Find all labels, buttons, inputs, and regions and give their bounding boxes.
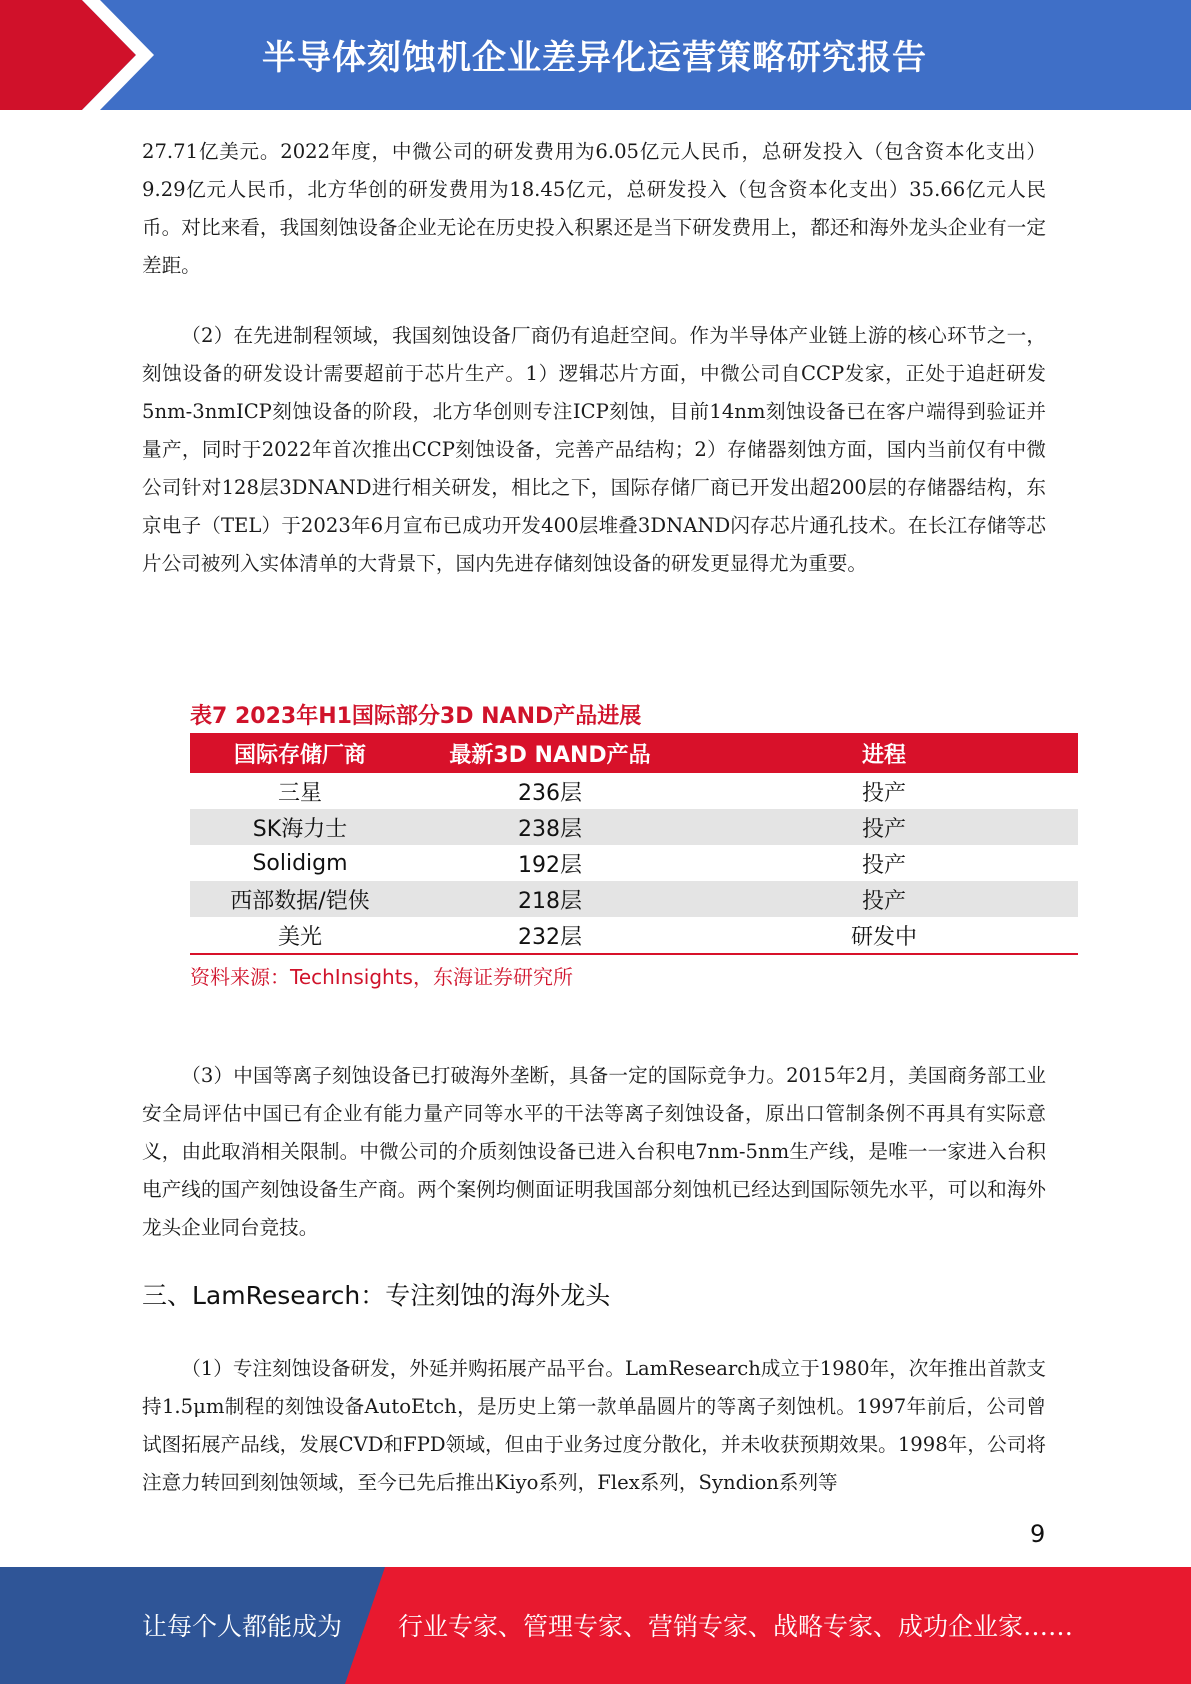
paragraph-4: （1）专注刻蚀设备研发，外延并购拓展产品平台。LamResearch成立于1980年，次年推出首款支持1.5μm制程的刻蚀设备AutoEtch，是历史上第一款单晶圆片的等离子刻蚀机。1997年前后，公司曾试图拓展产品线，发展CVD和FPD领域，但由于业务过度分散化，并未收获预期效果。1998年，公司将注意力转回到刻蚀领域，至今已先后推出Kiyo系列，Flex系列，Syndion系列等 bbox=[142, 1357, 1046, 1494]
table-caption: 表7 2023年H1国际部分3D NAND产品进展 bbox=[190, 704, 642, 729]
report-title: 半导体刻蚀机企业差异化运营策略研究报告 bbox=[262, 38, 927, 78]
header-chevron-icon bbox=[0, 0, 160, 110]
table-row bbox=[190, 917, 1078, 953]
page-number: 9 bbox=[1030, 1520, 1046, 1548]
table-cell-vendor: 西部数据/铠侠 bbox=[230, 888, 370, 914]
table-cell-vendor: 美光 bbox=[277, 924, 322, 950]
table-row bbox=[190, 881, 1078, 917]
paragraph-2: （2）在先进制程领域，我国刻蚀设备厂商仍有追赶空间。作为半导体产业链上游的核心环节之一，刻蚀设备的研发设计需要超前于芯片生产。1）逻辑芯片方面，中微公司自CCP发家，正处于追赶研发5nm-3nmICP刻蚀设备的阶段，北方华创则专注ICP刻蚀，目前14nm刻蚀设备已在客户端得到验证并量产，同时于2022年首次推出CCP刻蚀设备，完善产品结构；2）存储器刻蚀方面，国内当前仅有中微公司针对128层3DNAND进行相关研发，相比之下，国际存储厂商已开发出超200层的存储器结构，东京电子（TEL）于2023年6月宣布已成功开发400层堆叠3DNAND闪存芯片通孔技术。在长江存储等芯片公司被列入实体清单的大背景下，国内先进存储刻蚀设备的研发更显得尤为重要。 bbox=[142, 324, 1046, 575]
paragraph-3-block bbox=[142, 1057, 1046, 1247]
table-header-product: 最新3D NAND产品 bbox=[449, 742, 651, 768]
paragraph-2-block bbox=[142, 317, 1046, 583]
table-cell-product: 236层 bbox=[518, 780, 582, 806]
table-cell-vendor: SK海力士 bbox=[252, 816, 348, 842]
table-cell-vendor: 三星 bbox=[277, 780, 322, 806]
paragraph-4-block bbox=[142, 1350, 1046, 1502]
table-cell-progress: 研发中 bbox=[850, 924, 917, 950]
table-cell-progress: 投产 bbox=[861, 888, 906, 914]
table-bottom-rule bbox=[190, 953, 1078, 955]
paragraph-3: （3）中国等离子刻蚀设备已打破海外垄断，具备一定的国际竞争力。2015年2月，美国商务部工业安全局评估中国已有企业有能力量产同等水平的干法等离子刻蚀设备，原出口管制条例不再具有实际意义，由此取消相关限制。中微公司的介质刻蚀设备已进入台积电7nm-5nm生产线，是唯一一家进入台积电产线的国产刻蚀设备生产商。两个案例均侧面证明我国部分刻蚀机已经达到国际领先水平，可以和海外龙头企业同台竞技。 bbox=[142, 1064, 1046, 1239]
paragraph-1-block bbox=[142, 133, 1046, 285]
section-heading: 三、LamResearch：专注刻蚀的海外龙头 bbox=[142, 1281, 611, 1310]
table-cell-product: 232层 bbox=[518, 924, 582, 950]
footer-slogan-right: 行业专家、管理专家、营销专家、战略专家、成功企业家…… bbox=[398, 1612, 1074, 1641]
table-cell-progress: 投产 bbox=[861, 816, 906, 842]
page-footer bbox=[0, 1567, 1191, 1684]
page-header bbox=[0, 0, 1191, 110]
table-cell-progress: 投产 bbox=[861, 852, 906, 878]
table-row bbox=[190, 845, 1078, 881]
table-cell-product: 238层 bbox=[518, 816, 582, 842]
table-source: 资料来源：TechInsights，东海证券研究所 bbox=[190, 965, 573, 989]
table-header-progress: 进程 bbox=[861, 742, 906, 768]
table-header-row bbox=[190, 733, 1078, 773]
table-cell-progress: 投产 bbox=[861, 780, 906, 806]
table-header-vendor: 国际存储厂商 bbox=[233, 742, 366, 768]
nand-progress-table bbox=[190, 733, 1078, 955]
paragraph-1: 27.71亿美元。2022年度，中微公司的研发费用为6.05亿元人民币，总研发投入（包含资本化支出）9.29亿元人民币，北方华创的研发费用为18.45亿元，总研发投入（包含资本化支出）35.66亿元人民币。对比来看，我国刻蚀设备企业无论在历史投入积累还是当下研发费用上，都还和海外龙头企业有一定差距。 bbox=[142, 140, 1046, 277]
table-cell-product: 192层 bbox=[518, 852, 582, 878]
table-row bbox=[190, 809, 1078, 845]
footer-slogan-left: 让每个人都能成为 bbox=[142, 1612, 343, 1641]
table-row bbox=[190, 773, 1078, 809]
table-cell-product: 218层 bbox=[518, 888, 582, 914]
table-cell-vendor: Solidigm bbox=[252, 850, 348, 876]
